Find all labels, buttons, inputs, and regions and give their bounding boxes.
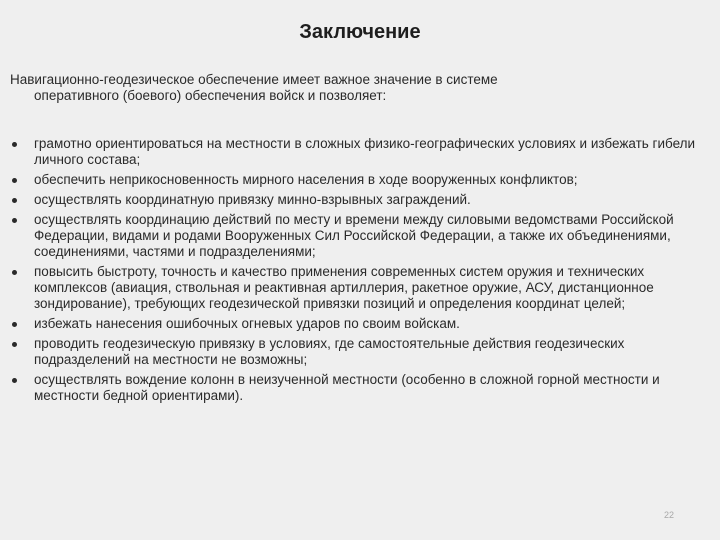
- bullet-text: избежать нанесения ошибочных огневых ударов по своим войскам.: [34, 316, 460, 331]
- bullet-item: [12, 212, 712, 260]
- bullet-item: [12, 172, 712, 188]
- page-number: 22: [663, 510, 674, 520]
- bullet-item: [12, 264, 712, 312]
- bullet-icon: [12, 378, 17, 383]
- intro-paragraph: [10, 72, 670, 104]
- bullet-icon: [12, 178, 17, 183]
- intro-line-2: оперативного (боевого) обеспечения войск и позволяет:: [34, 88, 387, 103]
- bullet-text: осуществлять координатную привязку минно-взрывных заграждений.: [34, 192, 471, 207]
- bullet-icon: [12, 142, 17, 147]
- bullet-list: [12, 136, 712, 408]
- bullet-icon: [12, 270, 17, 275]
- bullet-icon: [12, 342, 17, 347]
- bullet-item: [12, 316, 712, 332]
- bullet-text: осуществлять координацию действий по месту и времени между силовыми ведомствами Российской Федерации, видами и родами Вооруженных Сил Российской Федерации, а также их объединениями, соединениями, частями и подразделениями;: [34, 212, 674, 259]
- bullet-icon: [12, 322, 17, 327]
- bullet-item: [12, 336, 712, 368]
- bullet-text: проводить геодезическую привязку в условиях, где самостоятельные действия геодезических подразделений на местности не возможны;: [34, 336, 625, 367]
- bullet-icon: [12, 198, 17, 203]
- bullet-text: обеспечить неприкосновенность мирного населения в ходе вооруженных конфликтов;: [34, 172, 578, 187]
- bullet-icon: [12, 218, 17, 223]
- bullet-text: осуществлять вождение колонн в неизученной местности (особенно в сложной горной местности и местности бедной ориентирами).: [34, 372, 660, 403]
- bullet-text: повысить быстроту, точность и качество применения современных систем оружия и технических комплексов (авиация, ствольная и реактивная артиллерия, ракетное оружие, АСУ, дистанционное зондирование), требующих геодезической привязки позиций и определения координат целей;: [34, 264, 654, 311]
- intro-line-1: Навигационно-геодезическое обеспечение имеет важное значение в системе: [10, 72, 498, 87]
- bullet-item: [12, 136, 712, 168]
- slide-title: Заключение: [299, 21, 421, 43]
- bullet-text: грамотно ориентироваться на местности в сложных физико-географических условиях и избежать гибели личного состава;: [34, 136, 696, 167]
- bullet-item: [12, 192, 712, 208]
- bullet-item: [12, 372, 712, 404]
